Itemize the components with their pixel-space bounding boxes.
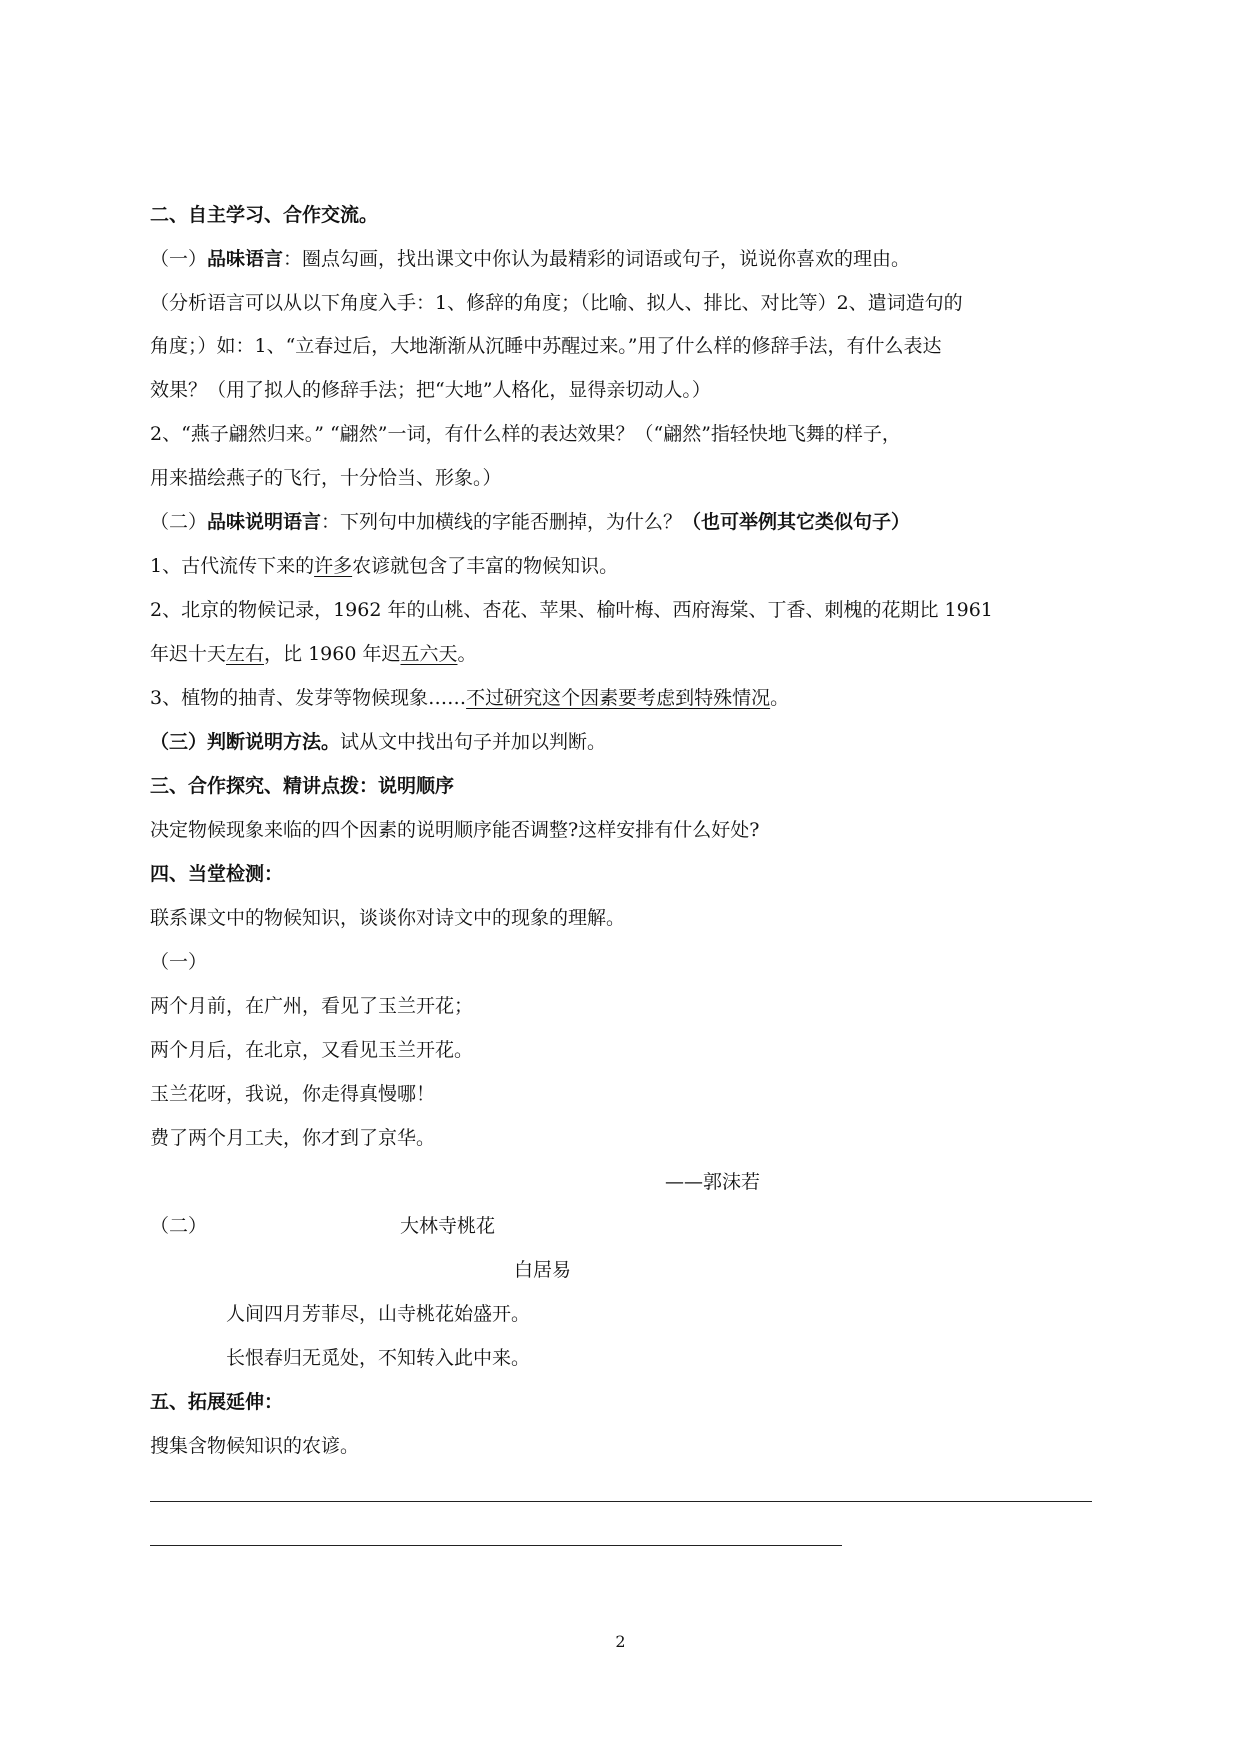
sentence-text: 。 xyxy=(457,643,477,665)
part1-instruction: ：圈点勾画，找出课文中你认为最精彩的词语或句子，说说你喜欢的理由。 xyxy=(283,248,911,270)
part2-label: （二） xyxy=(150,511,208,533)
poem1-author: ——郭沫若 xyxy=(665,1171,761,1193)
poem1-line: 两个月前，在广州，看见了玉兰开花； xyxy=(150,995,474,1017)
part1-label: （一） xyxy=(150,248,208,270)
sentence-text: 。 xyxy=(770,687,790,709)
section5-heading: 五、拓展延伸： xyxy=(150,1391,284,1413)
poem2-author: 白居易 xyxy=(514,1259,572,1281)
page-number: 2 xyxy=(615,1632,626,1651)
answer-line xyxy=(150,1545,842,1546)
part3-title: （三）判断说明方法。 xyxy=(150,731,341,753)
sentence-1 xyxy=(150,554,1100,578)
part1-line xyxy=(150,247,1100,271)
poem1-line: 两个月后，在北京，又看见玉兰开花。 xyxy=(150,1039,474,1061)
part3-instruction: 试从文中找出句子并加以判断。 xyxy=(340,731,607,753)
part1-note-line: 角度；）如：1、“立春过后，大地渐渐从沉睡中苏醒过来。”用了什么样的修辞手法，有什么表达 xyxy=(150,335,942,357)
section3-question: 决定物候现象来临的四个因素的说明顺序能否调整?这样安排有什么好处? xyxy=(150,819,760,841)
section4-heading: 四、当堂检测： xyxy=(150,863,284,885)
underlined-word: 左右 xyxy=(226,643,265,665)
part1-title: 品味语言 xyxy=(207,248,284,270)
sentence-text: ，比 1960 年迟 xyxy=(264,643,401,665)
sentence-2-line2 xyxy=(150,642,1100,666)
poem2-line: 人间四月芳菲尽，山寺桃花始盛开。 xyxy=(226,1303,531,1325)
sentence-text: 1、古代流传下来的 xyxy=(150,555,315,577)
sentence-2-line1: 2、北京的物候记录，1962 年的山桃、杏花、苹果、榆叶梅、西府海棠、丁香、刺槐的花期比 1961 xyxy=(150,599,993,621)
section3-heading: 三、合作探究、精讲点拨：说明顺序 xyxy=(150,775,455,797)
underlined-word: 许多 xyxy=(314,555,353,577)
part1-note-line: 效果？（用了拟人的修辞手法；把“大地”人格化，显得亲切动人。） xyxy=(150,379,711,401)
section5-task: 搜集含物候知识的农谚。 xyxy=(150,1435,360,1457)
sentence-text: 年迟十天 xyxy=(150,643,227,665)
part1-example-line: 2、“燕子翩然归来。” “翩然”一词，有什么样的表达效果？（“翩然”指轻快地飞舞的样子， xyxy=(150,423,901,445)
part2-title: 品味说明语言 xyxy=(207,511,322,533)
part1-example-line: 用来描绘燕子的飞行，十分恰当、形象。） xyxy=(150,467,502,489)
answer-line xyxy=(150,1501,1092,1502)
poem1-label: （一） xyxy=(150,951,208,973)
section4-instruction: 联系课文中的物候知识，谈谈你对诗文中的现象的理解。 xyxy=(150,907,626,929)
section2-heading: 二、自主学习、合作交流。 xyxy=(150,204,379,226)
poem2-label: （二） xyxy=(150,1215,208,1237)
poem2-title: 大林寺桃花 xyxy=(400,1215,496,1237)
sentence-3 xyxy=(150,686,1100,710)
underlined-phrase: 不过研究这个因素要考虑到特殊情况 xyxy=(466,687,771,709)
part3-line xyxy=(150,730,1100,754)
poem1-line: 玉兰花呀，我说，你走得真慢哪！ xyxy=(150,1083,436,1105)
sentence-text: 农谚就包含了丰富的物候知识。 xyxy=(352,555,619,577)
poem1-line: 费了两个月工夫，你才到了京华。 xyxy=(150,1127,436,1149)
part2-line xyxy=(150,510,1100,534)
part2-instruction: ：下列句中加横线的字能否删掉，为什么？ xyxy=(321,511,683,533)
part1-note-line: （分析语言可以从以下角度入手：1、修辞的角度；（比喻、拟人、排比、对比等）2、遣词造句的 xyxy=(150,292,963,314)
poem2-line: 长恨春归无觅处，不知转入此中来。 xyxy=(226,1347,531,1369)
part2-extra: （也可举例其它类似句子） xyxy=(682,511,911,533)
sentence-text: 3、植物的抽青、发芽等物候现象…… xyxy=(150,687,467,709)
underlined-word: 五六天 xyxy=(400,643,458,665)
